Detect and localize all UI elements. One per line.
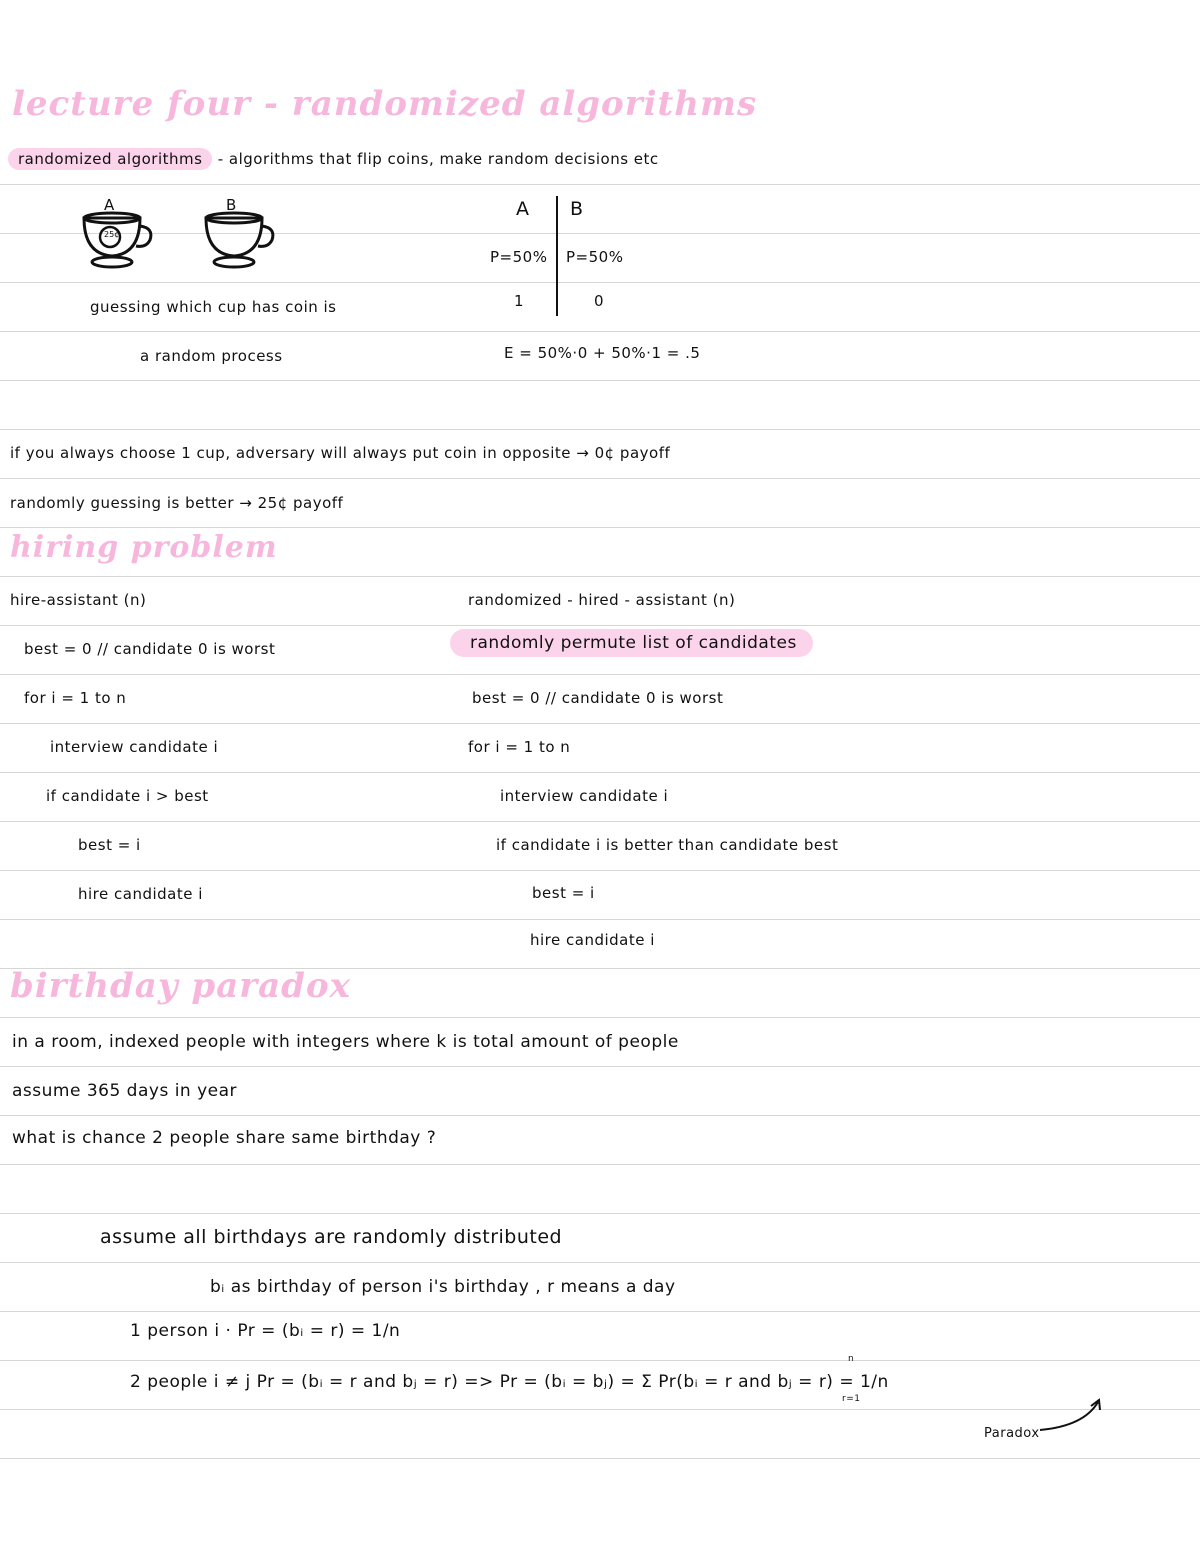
table-head-a: A xyxy=(516,198,530,220)
note-random-guess: randomly guessing is better → 25¢ payoff xyxy=(10,494,344,512)
ruled-line xyxy=(0,1017,1200,1018)
paradox-arrow-icon xyxy=(1036,1396,1108,1436)
hire-best-assign: best = i xyxy=(78,836,141,854)
ruled-line xyxy=(0,478,1200,479)
ruled-line xyxy=(0,1360,1200,1361)
one-person-prob: 1 person i · Pr = (bᵢ = r) = 1/n xyxy=(130,1321,401,1341)
ruled-line xyxy=(0,1066,1200,1067)
ruled-line xyxy=(0,576,1200,577)
intro-line xyxy=(8,150,659,168)
ruled-line xyxy=(0,625,1200,626)
table-prob-b: P=50% xyxy=(566,248,624,266)
ruled-line xyxy=(0,870,1200,871)
hire-assistant-title: hire-assistant (n) xyxy=(10,591,147,609)
hire-for-loop: for i = 1 to n xyxy=(24,689,127,707)
ruled-line xyxy=(0,331,1200,332)
cup-b-label: B xyxy=(226,196,237,214)
rand-best-assign: best = i xyxy=(532,884,595,902)
ruled-line xyxy=(0,184,1200,185)
ruled-line xyxy=(0,821,1200,822)
ruled-line xyxy=(0,1458,1200,1459)
ruled-line xyxy=(0,1262,1200,1263)
table-prob-a: P=50% xyxy=(490,248,548,266)
rand-for-loop: for i = 1 to n xyxy=(468,738,571,756)
birthday-heading: birthday paradox xyxy=(10,966,351,1006)
intro-definition: - algorithms that flip coins, make random decisions etc xyxy=(217,150,659,168)
hire-candidate: hire candidate i xyxy=(78,885,203,903)
cup-with-coin-icon xyxy=(78,210,160,272)
ruled-line xyxy=(0,772,1200,773)
ruled-line xyxy=(0,1115,1200,1116)
ruled-line xyxy=(0,1164,1200,1165)
hire-if: if candidate i > best xyxy=(46,787,209,805)
randomly-permute-highlight: randomly permute list of candidates xyxy=(450,629,813,657)
empty-cup-icon xyxy=(200,210,282,272)
hire-interview: interview candidate i xyxy=(50,738,219,756)
cup-a-label: A xyxy=(104,196,115,214)
coin-label: 25¢ xyxy=(104,230,120,239)
ruled-line xyxy=(0,723,1200,724)
sum-upper-limit: n xyxy=(848,1354,855,1364)
ruled-line xyxy=(0,674,1200,675)
sum-lower-limit: r=1 xyxy=(842,1394,861,1404)
ruled-line xyxy=(0,527,1200,528)
hiring-heading: hiring problem xyxy=(10,530,278,565)
assume-distributed: assume all birthdays are randomly distributed xyxy=(100,1226,563,1248)
birthday-definition: bᵢ as birthday of person i's birthday , r means a day xyxy=(210,1277,676,1297)
rand-hire: hire candidate i xyxy=(530,931,655,949)
ruled-line xyxy=(0,282,1200,283)
paradox-annotation: Paradox xyxy=(984,1426,1040,1441)
rand-if: if candidate i is better than candidate best xyxy=(496,836,839,854)
ruled-line xyxy=(0,919,1200,920)
rand-best-init: best = 0 // candidate 0 is worst xyxy=(472,689,724,707)
birthday-bullet-room: in a room, indexed people with integers where k is total amount of people xyxy=(12,1032,679,1052)
page-title: lecture four - randomized algorithms xyxy=(12,84,758,124)
ruled-line xyxy=(0,233,1200,234)
birthday-bullet-chance: what is chance 2 people share same birthday ? xyxy=(12,1128,437,1148)
randomly-permute-line xyxy=(450,633,813,653)
ruled-line xyxy=(0,380,1200,381)
highlighted-term: randomized algorithms xyxy=(8,148,212,170)
ruled-line xyxy=(0,429,1200,430)
cup-caption-1: guessing which cup has coin is xyxy=(90,298,337,316)
table-val-a: 1 xyxy=(514,292,525,310)
randomized-hire-title: randomized - hired - assistant (n) xyxy=(468,591,736,609)
rand-interview: interview candidate i xyxy=(500,787,669,805)
note-always-choose: if you always choose 1 cup, adversary will always put coin in opposite → 0¢ payoff xyxy=(10,444,671,462)
two-people-prob: 2 people i ≠ j Pr = (bᵢ = r and bⱼ = r) => Pr = (bᵢ = bⱼ) = Σ Pr(bᵢ = r and bⱼ = r) = 1/n xyxy=(130,1372,889,1392)
ruled-line xyxy=(0,1213,1200,1214)
expectation: E = 50%·0 + 50%·1 = .5 xyxy=(504,344,701,362)
ruled-line xyxy=(0,1311,1200,1312)
ruled-line xyxy=(0,1409,1200,1410)
cup-caption-2: a random process xyxy=(140,347,283,365)
table-divider xyxy=(556,196,558,316)
table-val-b: 0 xyxy=(594,292,605,310)
birthday-bullet-days: assume 365 days in year xyxy=(12,1081,238,1101)
hire-best-init: best = 0 // candidate 0 is worst xyxy=(24,640,276,658)
table-head-b: B xyxy=(570,198,584,220)
